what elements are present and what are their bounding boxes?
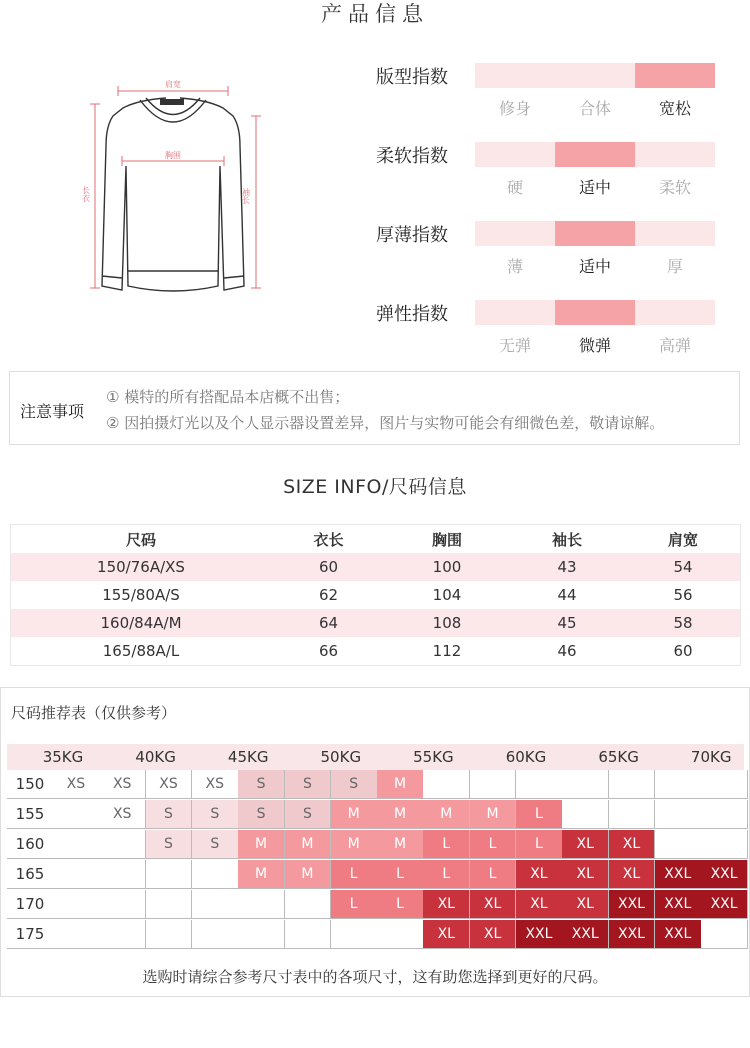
- table-cell: 60: [318, 558, 339, 576]
- size-cell: M: [423, 800, 470, 829]
- index-segment: [475, 300, 555, 325]
- weight-label: 35KG: [42, 748, 84, 766]
- size-cell: [562, 800, 609, 829]
- size-cell: L: [423, 830, 470, 859]
- table-cell: 160/84A/M: [100, 614, 182, 632]
- index-segment: [555, 63, 635, 88]
- index-segment: [475, 63, 555, 88]
- size-cell: XXL: [516, 920, 563, 949]
- table-cell: 58: [673, 614, 693, 632]
- sleeve-label: 袖长: [241, 188, 251, 204]
- size-cell: L: [470, 830, 517, 859]
- table-cell: 62: [318, 586, 339, 604]
- table-cell: 56: [673, 586, 693, 604]
- size-cell: L: [470, 860, 517, 889]
- size-cell: [99, 920, 146, 949]
- size-cell: M: [377, 830, 424, 859]
- size-cell: [516, 770, 563, 799]
- size-cell: S: [192, 830, 239, 859]
- size-cell: M: [377, 800, 424, 829]
- size-cell: [562, 770, 609, 799]
- size-cell: M: [285, 860, 332, 889]
- size-cell: L: [516, 800, 563, 829]
- table-cell: 袖长: [551, 530, 582, 549]
- size-cell: [331, 920, 378, 949]
- table-row: [11, 637, 740, 665]
- recommend-footer: 选购时请综合参考尺寸表中的各项尺寸，这有助您选择到更好的尺码。: [142, 968, 608, 986]
- index-segment: [635, 221, 715, 246]
- size-cell: XXL: [609, 890, 656, 919]
- notice-line-1: ① 模特的所有搭配品本店概不出售；: [106, 388, 350, 406]
- table-cell: 150/76A/XS: [97, 558, 185, 576]
- weight-label: 60KG: [505, 748, 547, 766]
- size-cell: XS: [99, 800, 146, 829]
- size-cell: XL: [562, 860, 609, 889]
- size-table: [10, 524, 741, 666]
- size-cell: [53, 890, 100, 919]
- size-cell: [609, 800, 656, 829]
- index-label: 弹性指数: [376, 304, 448, 325]
- size-cell: [701, 800, 748, 829]
- weight-label: 50KG: [320, 748, 362, 766]
- index-bar: [475, 300, 715, 325]
- index-label: 柔软指数: [376, 146, 448, 167]
- index-option: 微弹: [578, 336, 611, 355]
- table-cell: 100: [432, 558, 462, 576]
- size-cell: [146, 890, 193, 919]
- size-cell: [655, 770, 702, 799]
- size-cell: XXL: [655, 890, 702, 919]
- index-label: 厚薄指数: [376, 225, 448, 246]
- index-bar: [475, 63, 715, 88]
- index-segment: [555, 300, 635, 325]
- size-cell: [377, 920, 424, 949]
- size-cell: [423, 770, 470, 799]
- table-cell: 45: [557, 614, 577, 632]
- weight-label: 45KG: [227, 748, 269, 766]
- index-bar: [475, 142, 715, 167]
- size-cell: [285, 920, 332, 949]
- size-cell: [470, 770, 517, 799]
- weight-label: 70KG: [690, 748, 732, 766]
- size-cell: [99, 830, 146, 859]
- size-cell: S: [146, 800, 193, 829]
- page-title: 产品信息: [321, 2, 429, 26]
- index-segment: [475, 221, 555, 246]
- table-cell: 66: [318, 642, 339, 660]
- index-option: 厚: [666, 257, 683, 276]
- shoulder-label: 肩宽: [165, 80, 181, 89]
- size-cell: [701, 830, 748, 859]
- size-cell: M: [238, 830, 285, 859]
- height-label: 175: [7, 920, 53, 949]
- index-segment: [555, 221, 635, 246]
- size-cell: XL: [470, 890, 517, 919]
- length-label: 长衣: [81, 186, 91, 202]
- index-option: 硬: [506, 178, 523, 197]
- index-segment: [635, 142, 715, 167]
- weight-label: 65KG: [598, 748, 639, 766]
- size-cell: [53, 920, 100, 949]
- table-cell: 54: [673, 558, 693, 576]
- size-cell: XXL: [609, 920, 656, 949]
- table-cell: 胸围: [431, 530, 462, 549]
- table-cell: 43: [557, 558, 577, 576]
- index-segment: [555, 142, 635, 167]
- weight-label: 55KG: [413, 748, 454, 766]
- size-cell: XXL: [562, 920, 609, 949]
- size-cell: XXL: [701, 890, 748, 919]
- size-cell: S: [192, 800, 239, 829]
- size-cell: [609, 770, 656, 799]
- size-cell: [99, 860, 146, 889]
- weight-header: [7, 744, 744, 770]
- size-cell: S: [285, 770, 332, 799]
- index-option: 无弹: [498, 336, 531, 355]
- size-cell: [53, 830, 100, 859]
- size-cell: S: [285, 800, 332, 829]
- size-cell: M: [331, 800, 378, 829]
- size-cell: M: [331, 830, 378, 859]
- index-segment: [475, 142, 555, 167]
- size-cell: XXL: [701, 860, 748, 889]
- table-cell: 60: [673, 642, 693, 660]
- notice-line-2: ② 因拍摄灯光以及个人显示器设置差异，图片与实物可能会有细微色差，敬请谅解。: [106, 414, 665, 432]
- size-cell: XS: [192, 770, 239, 799]
- index-option: 适中: [578, 178, 611, 197]
- index-option: 适中: [578, 257, 611, 276]
- table-cell: 165/88A/L: [102, 642, 180, 660]
- size-cell: [192, 890, 239, 919]
- weight-label: 40KG: [135, 748, 176, 766]
- size-recommend-panel: [0, 687, 750, 997]
- size-cell: XL: [562, 830, 609, 859]
- size-cell: S: [146, 830, 193, 859]
- size-cell: [238, 920, 285, 949]
- size-cell: XL: [609, 860, 656, 889]
- size-cell: XS: [53, 770, 100, 799]
- size-cell: S: [331, 770, 378, 799]
- chest-label: 胸围: [165, 151, 181, 160]
- size-cell: XS: [146, 770, 193, 799]
- size-cell: [701, 770, 748, 799]
- size-cell: [285, 890, 332, 919]
- size-cell: [192, 920, 239, 949]
- notice-box: [9, 371, 740, 445]
- size-cell: M: [377, 770, 424, 799]
- size-cell: [701, 920, 748, 949]
- table-cell: 46: [557, 642, 577, 660]
- size-cell: XL: [423, 890, 470, 919]
- size-cell: XL: [516, 860, 563, 889]
- size-cell: [192, 860, 239, 889]
- table-row: [11, 553, 740, 581]
- table-cell: 44: [557, 586, 577, 604]
- size-cell: M: [238, 860, 285, 889]
- size-cell: XL: [609, 830, 656, 859]
- size-cell: XS: [99, 770, 146, 799]
- notice-label: 注意事项: [20, 402, 85, 421]
- table-header-row: [11, 525, 740, 553]
- size-cell: M: [470, 800, 517, 829]
- index-option: 宽松: [658, 99, 691, 118]
- index-segment: [635, 300, 715, 325]
- table-cell: 肩宽: [667, 530, 698, 549]
- height-label: 170: [7, 890, 53, 919]
- neck-label-icon: [160, 99, 184, 105]
- table-row: [11, 581, 740, 609]
- height-label: 160: [7, 830, 53, 859]
- table-cell: 108: [432, 614, 462, 632]
- size-cell: L: [331, 890, 378, 919]
- recommend-title: 尺码推荐表（仅供参考）: [11, 704, 177, 722]
- size-cell: L: [423, 860, 470, 889]
- size-cell: [53, 800, 100, 829]
- size-cell: [99, 890, 146, 919]
- table-cell: 64: [318, 614, 339, 632]
- size-cell: S: [238, 800, 285, 829]
- index-option: 合体: [578, 99, 611, 118]
- index-option: 修身: [498, 99, 531, 118]
- size-cell: M: [285, 830, 332, 859]
- table-cell: 155/80A/S: [102, 586, 180, 604]
- size-cell: L: [377, 890, 424, 919]
- index-label: 版型指数: [376, 67, 448, 88]
- index-option: 柔软: [658, 178, 691, 197]
- table-cell: 112: [432, 642, 462, 660]
- height-label: 165: [7, 860, 53, 889]
- size-cell: XL: [562, 890, 609, 919]
- height-label: 150: [7, 770, 53, 799]
- table-cell: 尺码: [125, 530, 156, 549]
- size-cell: [53, 860, 100, 889]
- size-cell: L: [331, 860, 378, 889]
- table-cell: 104: [432, 586, 462, 604]
- size-cell: XXL: [655, 920, 702, 949]
- table-row: [11, 609, 740, 637]
- size-cell: [146, 920, 193, 949]
- size-cell: [655, 830, 702, 859]
- size-cell: [238, 890, 285, 919]
- table-cell: 衣长: [313, 530, 344, 549]
- size-cell: XL: [516, 890, 563, 919]
- sweater-diagram: [78, 76, 268, 306]
- height-label: 155: [7, 800, 53, 829]
- size-cell: L: [516, 830, 563, 859]
- size-cell: XL: [470, 920, 517, 949]
- size-cell: L: [377, 860, 424, 889]
- size-cell: [655, 800, 702, 829]
- size-cell: XL: [423, 920, 470, 949]
- size-cell: [146, 860, 193, 889]
- index-option: 高弹: [658, 336, 691, 355]
- size-cell: S: [238, 770, 285, 799]
- index-segment: [635, 63, 715, 88]
- index-option: 薄: [506, 257, 523, 276]
- size-info-title: SIZE INFO/尺码信息: [283, 476, 467, 498]
- index-bar: [475, 221, 715, 246]
- size-cell: XXL: [655, 860, 702, 889]
